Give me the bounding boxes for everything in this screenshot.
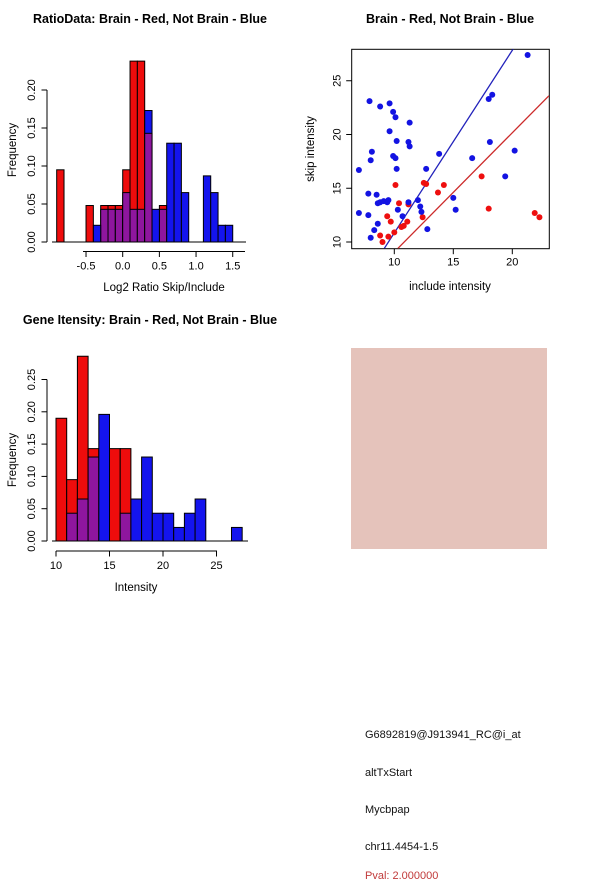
hist-bar-overlap [137, 209, 144, 242]
y-tick-label: 0.00 [26, 231, 38, 253]
y-tick-label: 0.05 [26, 497, 38, 520]
x-tick-label: 10 [388, 256, 401, 269]
hist-bar-red [86, 206, 93, 242]
hist-bar-blue [218, 225, 225, 242]
hist-bar-overlap [123, 193, 130, 242]
scatter-point-red [384, 213, 390, 219]
genomic-location-text: chr11.4454-1.5 [365, 841, 439, 853]
pval-text: Pval: 2.000000 [365, 870, 439, 882]
info-panel [351, 348, 547, 882]
hist-bar-blue [167, 143, 174, 242]
scatter-point-red [441, 182, 447, 188]
scatter-title: Brain - Red, Not Brain - Blue [365, 12, 535, 26]
scatter-point-blue [387, 100, 393, 106]
scatter-point-blue [469, 155, 475, 161]
hist-bar-red [110, 449, 121, 541]
scatter-point-red [486, 206, 492, 212]
scatter-point-blue [405, 199, 411, 205]
scatter-plot [332, 49, 550, 269]
hist-bar-blue [203, 176, 210, 242]
scatter-point-blue [400, 213, 406, 219]
hist-bar-overlap [88, 457, 99, 541]
hist-bar-blue [174, 143, 181, 242]
scatter-point-red [479, 173, 485, 179]
gene-hist-plot [26, 356, 248, 572]
event-type-text: altTxStart [365, 767, 413, 779]
scatter-point-blue [525, 52, 531, 58]
hist-bar-blue [142, 457, 153, 541]
scatter-point-red [532, 210, 538, 216]
y-tick-label: 0.10 [26, 155, 38, 177]
x-tick-label: 1.5 [225, 260, 241, 273]
ratio-hist-xlabel: Log2 Ratio Skip/Include [103, 282, 225, 294]
y-tick-label: 20 [331, 128, 344, 141]
x-tick-label: 20 [156, 560, 170, 572]
y-tick-label: 0.15 [26, 433, 38, 455]
fit-line-red [398, 96, 549, 249]
y-tick-label: 0.20 [26, 401, 38, 423]
y-tick-label: 0.05 [26, 193, 38, 215]
hist-bar-blue [211, 193, 218, 242]
scatter-point-blue [502, 173, 508, 179]
scatter-point-blue [424, 226, 430, 232]
hist-bar-blue [225, 225, 232, 242]
scatter-point-blue [390, 109, 396, 115]
scatter-point-blue [394, 166, 400, 172]
hist-bar-blue [231, 527, 242, 541]
scatter-point-blue [392, 155, 398, 161]
scatter-point-blue [385, 197, 391, 203]
scatter-point-blue [423, 166, 429, 172]
scatter-point-blue [367, 98, 373, 104]
scatter-point-blue [369, 149, 375, 155]
scatter-point-red [423, 181, 429, 187]
scatter-point-blue [365, 191, 371, 197]
scatter-point-blue [368, 157, 374, 163]
x-tick-label: 25 [210, 560, 223, 572]
x-tick-label: 15 [103, 560, 116, 572]
hist-bar-blue [99, 414, 110, 541]
x-tick-label: -0.5 [76, 260, 96, 273]
hist-bar-overlap [115, 209, 122, 242]
x-tick-label: 15 [447, 256, 460, 269]
scatter-point-blue [436, 151, 442, 157]
scatter-point-red [392, 182, 398, 188]
scatter-point-red [404, 219, 410, 225]
plot-box [352, 49, 550, 248]
hist-bar-overlap [130, 209, 137, 242]
scatter-point-blue [450, 195, 456, 201]
y-tick-label: 0.25 [26, 368, 38, 391]
scatter-point-red [377, 233, 383, 239]
gene-hist-title: Gene Itensity: Brain - Red, Not Brain - Blue [22, 313, 278, 327]
scatter-point-red [385, 234, 391, 240]
scatter-point-blue [368, 235, 374, 241]
hist-bar-overlap [145, 133, 152, 242]
scatter-point-blue [489, 92, 495, 98]
scatter-point-blue [418, 209, 424, 215]
hist-bar-blue [181, 193, 188, 242]
hist-bar-overlap [67, 513, 78, 541]
scatter-point-blue [387, 128, 393, 134]
scatter-xlabel: include intensity [409, 281, 491, 293]
scatter-point-blue [394, 138, 400, 144]
hist-bar-blue [195, 499, 206, 541]
scatter-ylabel: skip intensity [305, 116, 317, 182]
hist-bar-blue [152, 513, 163, 541]
scatter-point-red [391, 229, 397, 235]
y-tick-label: 0.15 [26, 117, 38, 139]
hist-bar-blue [174, 527, 185, 541]
scatter-point-blue [407, 120, 413, 126]
y-tick-label: 15 [331, 182, 344, 195]
x-tick-label: 10 [49, 560, 63, 572]
hist-bar-blue [93, 225, 100, 242]
scatter-point-blue [377, 104, 383, 110]
gene-hist-ylabel: Frequency [7, 432, 19, 488]
hist-bar-blue [152, 209, 159, 242]
scatter-point-blue [375, 221, 381, 227]
scatter-point-blue [512, 148, 518, 154]
hist-bar-overlap [101, 209, 108, 242]
y-tick-label: 0.00 [26, 530, 38, 552]
ratio-hist-title: RatioData: Brain - Red, Not Brain - Blue [32, 12, 268, 26]
hist-bar-red [56, 418, 67, 541]
scatter-point-red [536, 214, 542, 220]
hist-bar-blue [131, 499, 142, 541]
scatter-point-blue [392, 114, 398, 120]
x-tick-label: 20 [506, 256, 519, 269]
y-tick-label: 0.10 [26, 465, 38, 488]
scatter-point-red [380, 239, 386, 245]
hist-bar-blue [184, 513, 195, 541]
scatter-point-red [388, 219, 394, 225]
scatter-point-blue [371, 227, 377, 233]
ratio-hist-plot [26, 61, 246, 272]
hist-bar-overlap [159, 209, 166, 242]
gene-hist-xlabel: Intensity [114, 582, 158, 594]
x-tick-label: 1.0 [188, 260, 204, 273]
scatter-point-blue [356, 210, 362, 216]
scatter-point-blue [487, 139, 493, 145]
scatter-point-blue [374, 192, 380, 198]
scatter-point-red [420, 214, 426, 220]
ratio-hist-ylabel: Frequency [7, 122, 19, 178]
probe-id-text: G6892819@J913941_RC@i_at [365, 729, 521, 741]
y-tick-label: 10 [331, 235, 344, 249]
y-tick-label: 25 [331, 74, 344, 87]
scatter-point-red [396, 200, 402, 206]
hist-bar-overlap [77, 499, 88, 541]
hist-bar-overlap [120, 513, 131, 541]
y-tick-label: 0.20 [26, 79, 38, 101]
hist-bar-blue [163, 513, 174, 541]
hist-bar-red [57, 170, 64, 242]
x-tick-label: 0.5 [151, 260, 168, 273]
scatter-point-red [435, 190, 441, 196]
x-tick-label: 0.0 [115, 260, 131, 273]
scatter-point-blue [365, 212, 371, 218]
scatter-point-blue [415, 197, 421, 203]
scatter-point-blue [395, 207, 401, 213]
hist-bar-overlap [108, 209, 115, 242]
scatter-point-blue [407, 143, 413, 149]
scatter-point-blue [356, 167, 362, 173]
scatter-point-blue [453, 207, 459, 213]
gene-name-text: Mycbpap [365, 804, 410, 816]
scatter-point-blue [417, 204, 423, 210]
